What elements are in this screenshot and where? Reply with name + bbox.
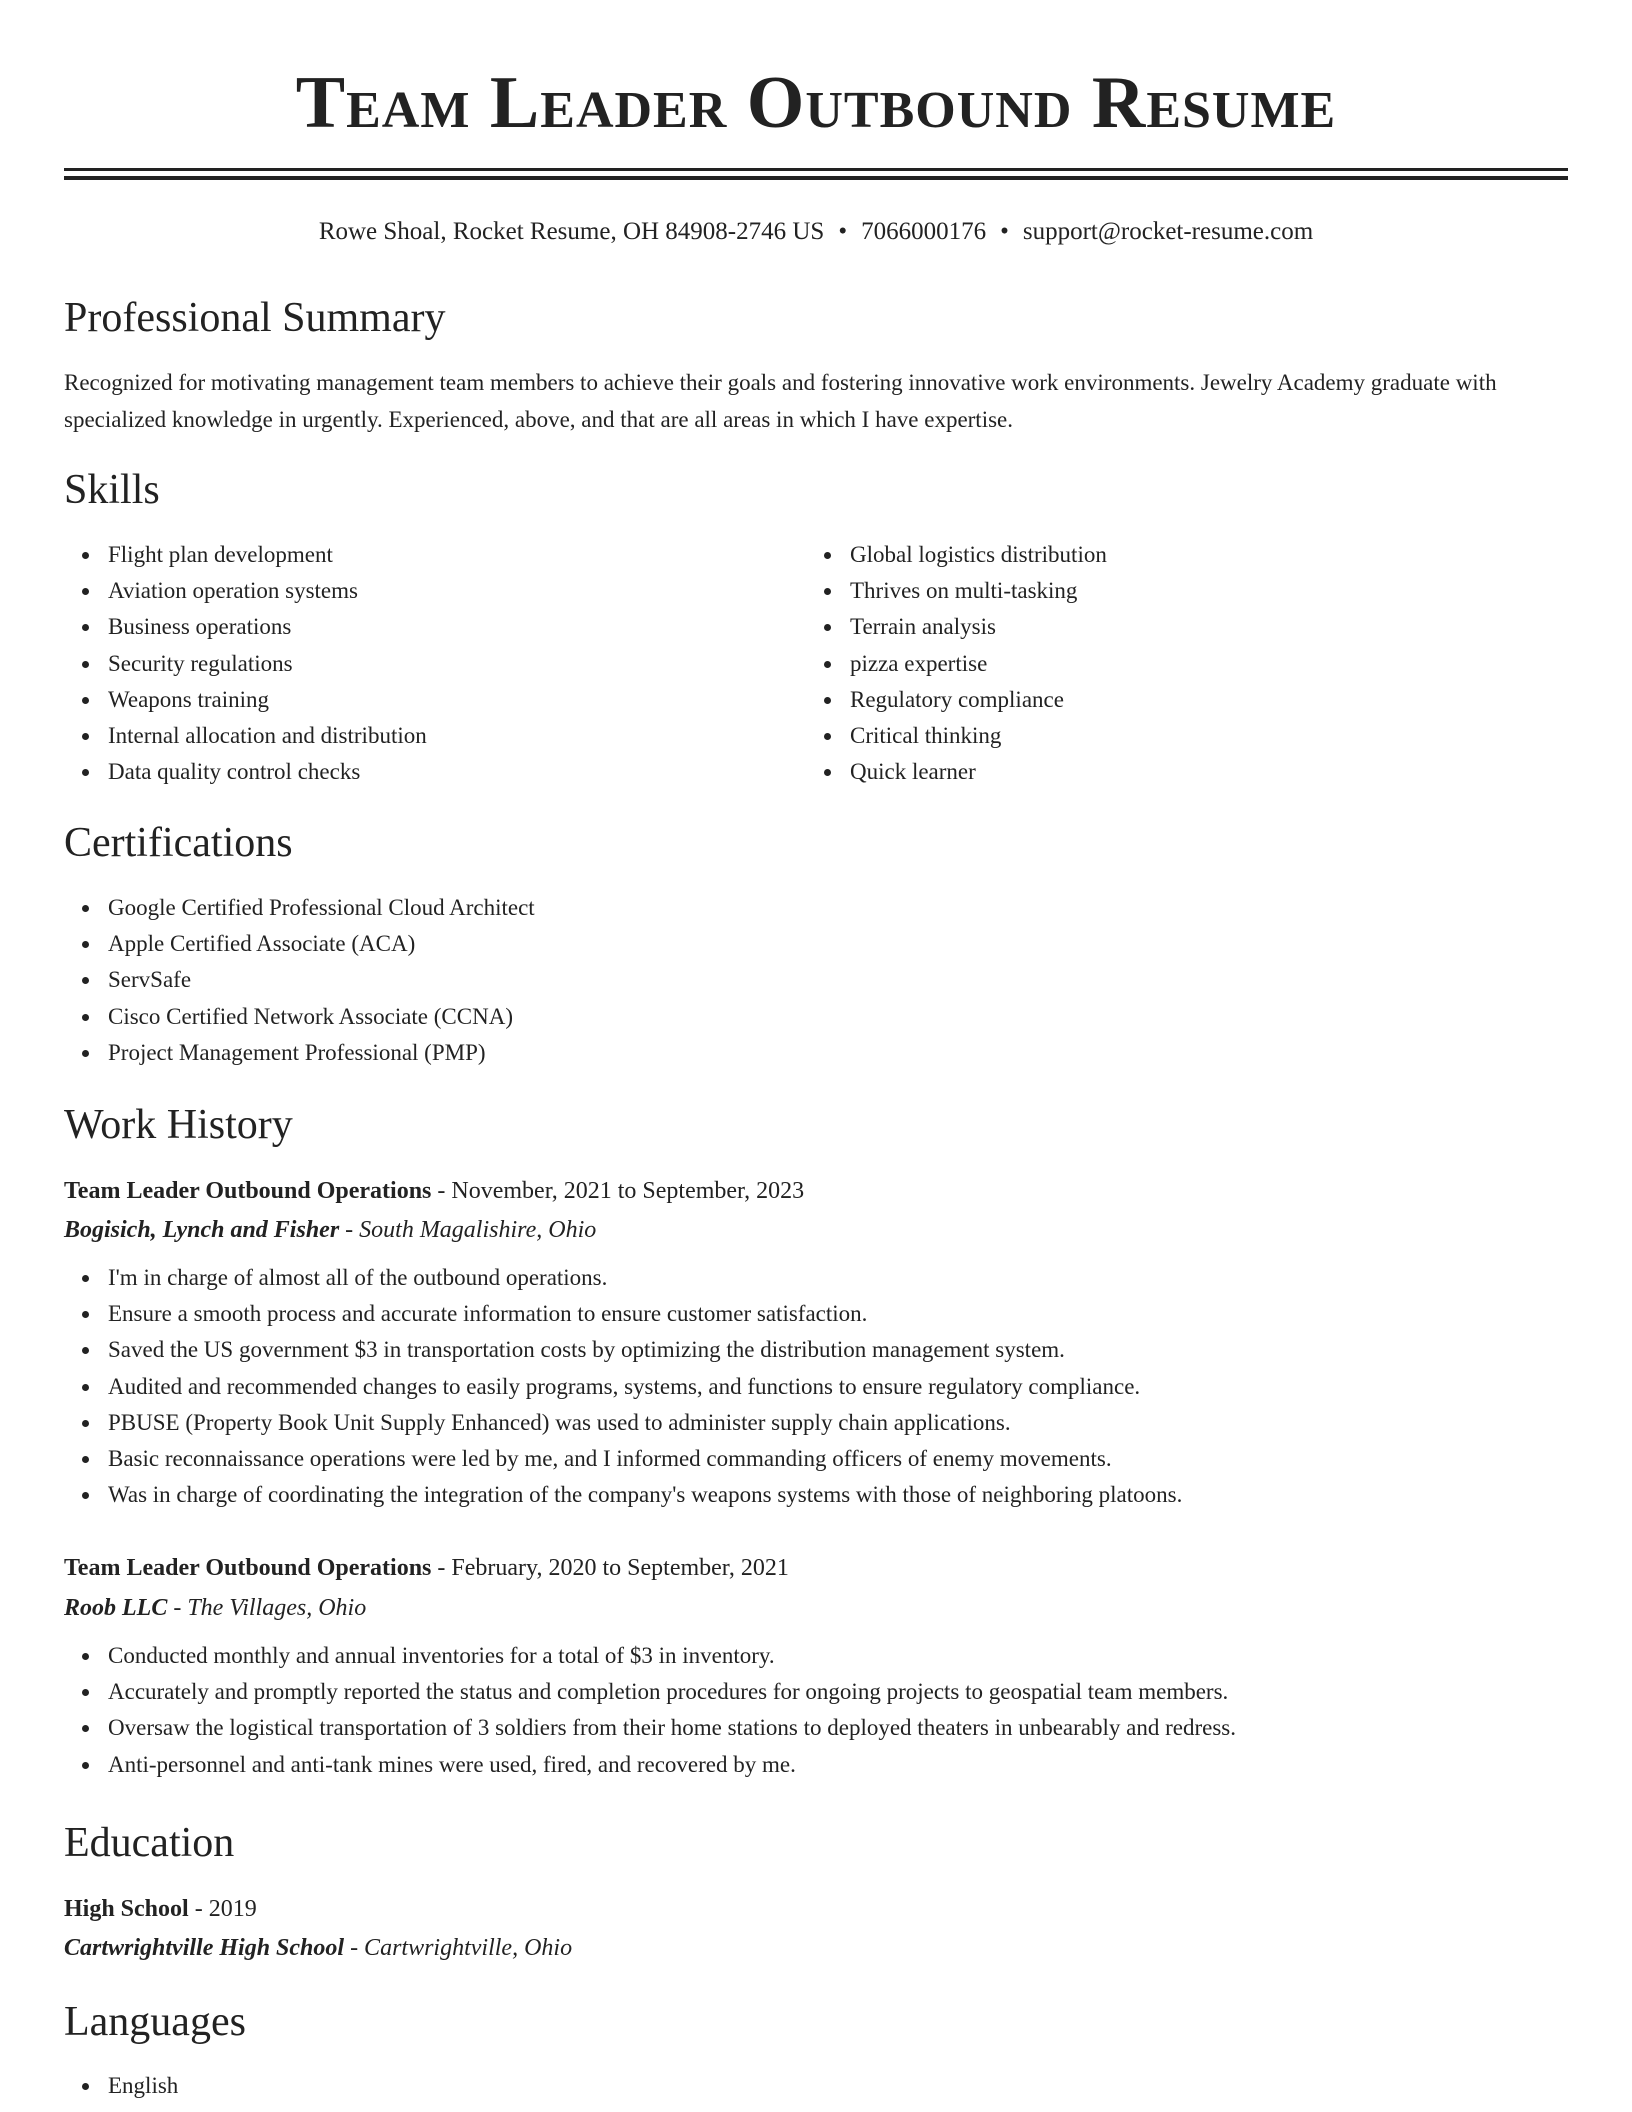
contact-separator: • xyxy=(1000,218,1009,245)
title-divider-bottom xyxy=(64,176,1568,180)
job-bullet: I'm in charge of almost all of the outbound operations. xyxy=(108,1260,1588,1296)
skill-item: Quick learner xyxy=(850,754,1550,790)
section-heading-work-history: Work History xyxy=(64,1102,293,1148)
job-bullet: PBUSE (Property Book Unit Supply Enhanced) was used to administer supply chain applications. xyxy=(108,1405,1588,1441)
job-bullet: Conducted monthly and annual inventories for a total of $3 in inventory. xyxy=(108,1638,1588,1674)
education-degree-line xyxy=(64,1891,257,1927)
section-heading-education: Education xyxy=(64,1820,235,1866)
skill-item: Internal allocation and distribution xyxy=(108,718,798,754)
certification-item: Apple Certified Associate (ACA) xyxy=(108,926,1508,962)
contact-email: support@rocket-resume.com xyxy=(1022,218,1314,245)
section-heading-summary: Professional Summary xyxy=(64,295,446,341)
education-degree: High School xyxy=(64,1896,189,1922)
job-bullet: Was in charge of coordinating the integration of the company's weapons systems with those of neighboring platoons. xyxy=(108,1477,1588,1513)
certification-item: Google Certified Professional Cloud Architect xyxy=(108,890,1508,926)
contact-phone: 7066000176 xyxy=(861,218,987,245)
job-location: - The Villages, Ohio xyxy=(167,1595,367,1621)
job-title-line xyxy=(64,1173,804,1209)
certification-item: ServSafe xyxy=(108,962,1508,998)
job-title-line xyxy=(64,1550,789,1586)
job-company-line xyxy=(64,1590,366,1626)
skill-item: Weapons training xyxy=(108,682,798,718)
section-heading-certifications: Certifications xyxy=(64,820,293,866)
languages-list xyxy=(64,2068,708,2104)
job-bullet: Audited and recommended changes to easily programs, systems, and functions to ensure regulatory compliance. xyxy=(108,1369,1588,1405)
job-company: Roob LLC xyxy=(64,1595,168,1621)
skill-item: Regulatory compliance xyxy=(850,682,1550,718)
summary-text: Recognized for motivating management team members to achieve their goals and fostering innovative work environments. Jewelry Academy graduate with specialized knowledge in urgently. Experienced, above, and that are all areas in which I have expertise. xyxy=(64,370,1497,432)
title-divider-top xyxy=(64,168,1568,171)
job-dates: - February, 2020 to September, 2021 xyxy=(431,1555,789,1581)
education-location: - Cartwrightville, Ohio xyxy=(344,1935,573,1961)
job-title: Team Leader Outbound Operations xyxy=(64,1178,432,1204)
skill-item: Security regulations xyxy=(108,646,798,682)
job-company: Bogisich, Lynch and Fisher xyxy=(64,1217,340,1243)
job-company-line xyxy=(64,1212,596,1248)
education-year: - 2019 xyxy=(188,1896,257,1922)
resume-title: Team Leader Outbound Resume xyxy=(295,62,1337,144)
language-item: English xyxy=(108,2068,708,2104)
contact-separator: • xyxy=(838,218,848,245)
job-bullets xyxy=(64,1260,1588,1513)
skills-list-left xyxy=(64,537,798,790)
job-dates: - November, 2021 to September, 2023 xyxy=(431,1178,805,1204)
resume-page xyxy=(64,0,1568,2098)
education-school-line xyxy=(64,1930,572,1966)
job-bullet: Anti-personnel and anti-tank mines were used, fired, and recovered by me. xyxy=(108,1747,1588,1783)
job-bullet: Basic reconnaissance operations were led by me, and I informed commanding officers of enemy movements. xyxy=(108,1441,1588,1477)
skill-item: Global logistics distribution xyxy=(850,537,1550,573)
job-title: Team Leader Outbound Operations xyxy=(64,1555,432,1581)
contact-address: Rowe Shoal, Rocket Resume, OH 84908-2746 US xyxy=(318,218,825,245)
skill-item: Critical thinking xyxy=(850,718,1550,754)
certification-item: Project Management Professional (PMP) xyxy=(108,1035,1508,1071)
section-heading-languages: Languages xyxy=(64,1999,246,2045)
job-bullet: Accurately and promptly reported the status and completion procedures for ongoing projects to geospatial team members. xyxy=(108,1674,1588,1710)
skill-item: Flight plan development xyxy=(108,537,798,573)
skill-item: pizza expertise xyxy=(850,646,1550,682)
skill-item: Terrain analysis xyxy=(850,609,1550,645)
skills-list-right xyxy=(806,537,1550,790)
education-school: Cartwrightville High School xyxy=(64,1935,345,1961)
skill-item: Thrives on multi-tasking xyxy=(850,573,1550,609)
certifications-list xyxy=(64,890,1508,1071)
job-bullet: Oversaw the logistical transportation of 3 soldiers from their home stations to deployed theaters in unbearably and redress. xyxy=(108,1710,1588,1746)
job-bullets xyxy=(64,1638,1588,1783)
skill-item: Aviation operation systems xyxy=(108,573,798,609)
job-location: - South Magalishire, Ohio xyxy=(339,1217,597,1243)
job-bullet: Saved the US government $3 in transportation costs by optimizing the distribution management system. xyxy=(108,1332,1588,1368)
skill-item: Business operations xyxy=(108,609,798,645)
certification-item: Cisco Certified Network Associate (CCNA) xyxy=(108,999,1508,1035)
section-heading-skills: Skills xyxy=(64,467,160,513)
job-bullet: Ensure a smooth process and accurate information to ensure customer satisfaction. xyxy=(108,1296,1588,1332)
contact-line xyxy=(64,212,1568,252)
skill-item: Data quality control checks xyxy=(108,754,798,790)
